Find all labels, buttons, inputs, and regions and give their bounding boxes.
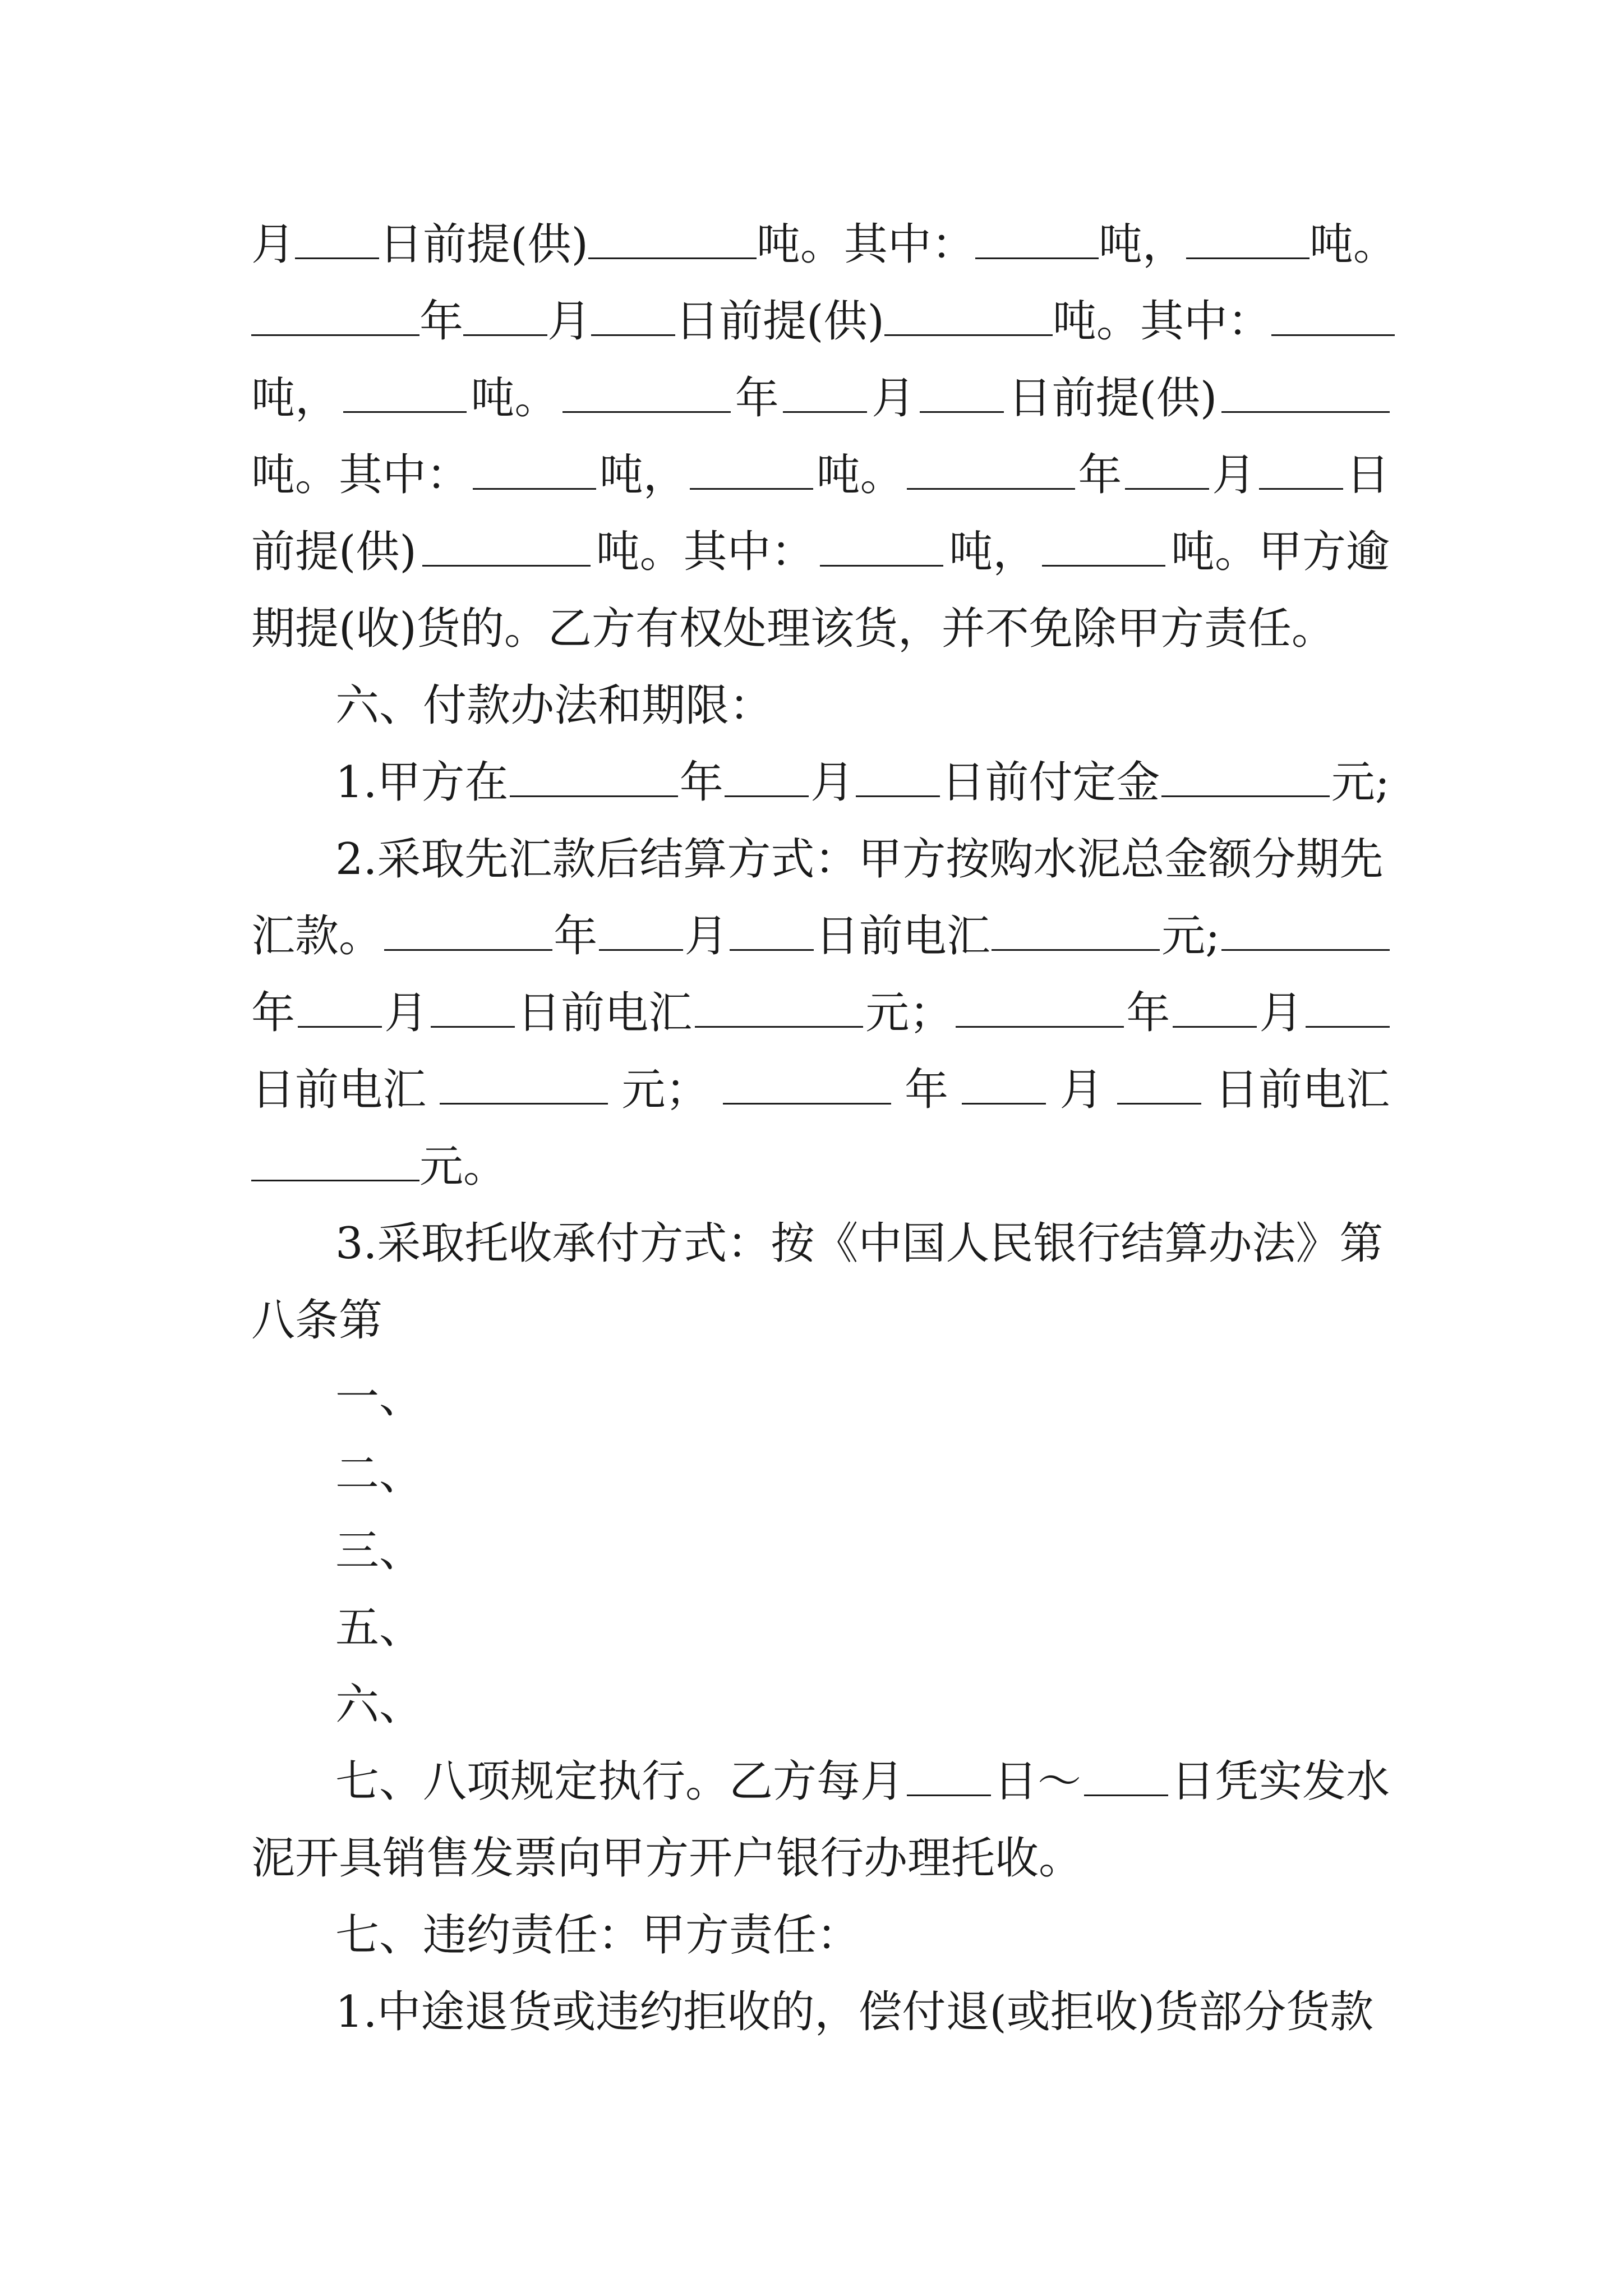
text-segment: 日前电汇 (1214, 1065, 1390, 1115)
fill-in-blank (463, 297, 547, 336)
text-segment: 年 (1126, 988, 1170, 1038)
fill-in-blank (1221, 912, 1390, 951)
text-line (251, 1282, 1390, 1359)
text-segment: 吨。 (816, 450, 904, 500)
text-segment: 日前付定金 (941, 757, 1160, 808)
text-segment: 年 (251, 988, 296, 1038)
fill-in-blank (820, 528, 943, 567)
fill-in-blank (884, 297, 1053, 336)
text-segment: 年 (1078, 450, 1122, 500)
text-line (251, 591, 1390, 667)
text-segment: 1.甲方在 (335, 757, 509, 808)
section-heading (335, 1897, 1390, 1973)
fill-in-blank (907, 451, 1075, 490)
fill-in-blank (1271, 297, 1395, 336)
text-segment: 二、 (335, 1449, 423, 1499)
text-segment: 月 (810, 757, 855, 808)
fill-in-blank (510, 758, 678, 797)
fill-in-blank (251, 1143, 419, 1181)
text-segment: 日前提(供) (379, 219, 588, 270)
text-segment: 年 (419, 296, 464, 347)
fill-in-blank (992, 912, 1160, 951)
text-segment: 吨。 (471, 373, 559, 424)
section-heading (335, 668, 1390, 744)
text-segment: 吨， (599, 450, 687, 500)
fill-in-blank (856, 758, 940, 797)
text-segment: 期提(收)货的。乙方有权处理该货，并不免除甲方责任。 (251, 604, 1335, 654)
text-segment: 3.采取托收承付方式：按《中国人民银行结算办法》第 (335, 1218, 1384, 1269)
fill-in-blank (1221, 374, 1390, 413)
fill-in-blank (422, 528, 591, 567)
text-segment: 日前提(供) (675, 296, 884, 347)
text-segment: 八条第 (251, 1295, 383, 1346)
fill-in-blank (1173, 989, 1257, 1028)
fill-in-blank (695, 989, 863, 1028)
text-segment: 年 (679, 757, 723, 808)
list-item (335, 1667, 1390, 1743)
fill-in-blank (956, 989, 1124, 1028)
fill-in-blank (725, 758, 809, 797)
fill-in-blank (473, 451, 596, 490)
text-line (335, 821, 1390, 898)
text-line (251, 360, 1390, 436)
fill-in-blank (1186, 220, 1310, 259)
fill-in-blank (783, 374, 867, 413)
text-segment: 日前电汇 (815, 911, 990, 961)
text-segment: 月 (1259, 988, 1303, 1038)
fill-in-blank (690, 451, 813, 490)
text-segment: 年 (554, 911, 598, 961)
fill-in-blank (962, 1066, 1046, 1105)
fill-in-blank (343, 374, 467, 413)
fill-in-blank (730, 912, 814, 951)
text-line (335, 1743, 1390, 1820)
list-item (335, 1513, 1390, 1589)
list-item (335, 1359, 1390, 1435)
text-line (251, 1052, 1390, 1128)
text-line (251, 975, 1390, 1051)
text-segment: 元； (865, 988, 953, 1038)
text-segment: 月 (547, 296, 592, 347)
fill-in-blank (1125, 451, 1209, 490)
fill-in-blank (251, 297, 419, 336)
fill-in-blank (591, 297, 675, 336)
text-segment: 吨， (1098, 219, 1186, 270)
fill-in-blank (295, 220, 379, 259)
fill-in-blank (431, 989, 515, 1028)
fill-in-blank (1117, 1066, 1201, 1105)
text-segment: 吨。其中： (596, 527, 815, 577)
text-segment: 元; (1161, 911, 1220, 961)
text-line (335, 744, 1390, 821)
fill-in-blank (723, 1066, 891, 1105)
text-segment: 日凭实发水 (1170, 1756, 1390, 1807)
text-line (251, 283, 1390, 360)
text-segment: 六、付款办法和期限： (335, 680, 773, 731)
fill-in-blank (384, 912, 552, 951)
text-segment: 日 (1345, 450, 1390, 500)
text-segment: 年 (735, 373, 779, 424)
fill-in-blank (599, 912, 683, 951)
text-line (251, 1820, 1390, 1897)
text-segment: 前提(供) (251, 527, 417, 577)
text-segment: 三、 (335, 1526, 423, 1576)
fill-in-blank (907, 1757, 991, 1796)
text-segment: 日前电汇 (517, 988, 693, 1038)
fill-in-blank (1259, 451, 1343, 490)
text-segment: 七、八项规定执行。乙方每月 (335, 1756, 905, 1807)
fill-in-blank (920, 374, 1004, 413)
text-line (335, 1205, 1390, 1282)
text-segment: 月 (251, 219, 296, 270)
text-segment: 六、 (335, 1680, 423, 1730)
fill-in-blank (588, 220, 757, 259)
fill-in-blank (1084, 1757, 1168, 1796)
fill-in-blank (1161, 758, 1330, 797)
list-item (335, 1436, 1390, 1512)
text-line (251, 206, 1397, 283)
text-segment: 月 (1212, 450, 1256, 500)
text-segment: 日前提(供) (1008, 373, 1218, 424)
text-segment: 泥开具销售发票向甲方开户银行办理托收。 (251, 1833, 1083, 1884)
fill-in-blank (1306, 989, 1390, 1028)
fill-in-blank (975, 220, 1099, 259)
text-segment: 吨， (251, 373, 339, 424)
text-segment: 日～ (993, 1756, 1081, 1807)
text-segment: 2.采取先汇款后结算方式：甲方按购水泥总金额分期先 (335, 834, 1384, 885)
text-line (251, 437, 1390, 513)
text-segment: 年 (904, 1065, 948, 1115)
text-segment: 吨。其中： (1052, 296, 1271, 347)
fill-in-blank (440, 1066, 608, 1105)
text-segment: 吨。其中： (251, 450, 471, 500)
fill-in-blank (562, 374, 731, 413)
text-segment: 月 (1059, 1065, 1104, 1115)
text-segment: 元； (621, 1065, 709, 1115)
text-line (251, 1129, 1390, 1205)
text-segment: 元; (1331, 757, 1390, 808)
text-segment: 吨。 (1309, 219, 1397, 270)
text-segment: 月 (384, 988, 428, 1038)
text-segment: 元。 (419, 1142, 508, 1192)
text-segment: 月 (684, 911, 728, 961)
text-segment: 七、违约责任：甲方责任： (335, 1910, 861, 1961)
text-segment: 汇款。 (251, 911, 383, 961)
text-segment: 吨。甲方逾 (1170, 527, 1390, 577)
text-segment: 1.中途退货或违约拒收的，偿付退(或拒收)货部分货款 (335, 1987, 1374, 2037)
text-segment: 吨。其中： (756, 219, 975, 270)
text-line (251, 514, 1390, 590)
text-segment: 一、 (335, 1372, 423, 1423)
text-segment: 五、 (335, 1603, 423, 1653)
fill-in-blank (1042, 528, 1165, 567)
fill-in-blank (298, 989, 382, 1028)
text-segment: 日前电汇 (251, 1065, 427, 1115)
text-segment: 吨， (949, 527, 1037, 577)
text-segment: 月 (872, 373, 916, 424)
text-line (335, 1974, 1390, 2050)
text-line (251, 898, 1390, 974)
list-item (335, 1590, 1390, 1666)
